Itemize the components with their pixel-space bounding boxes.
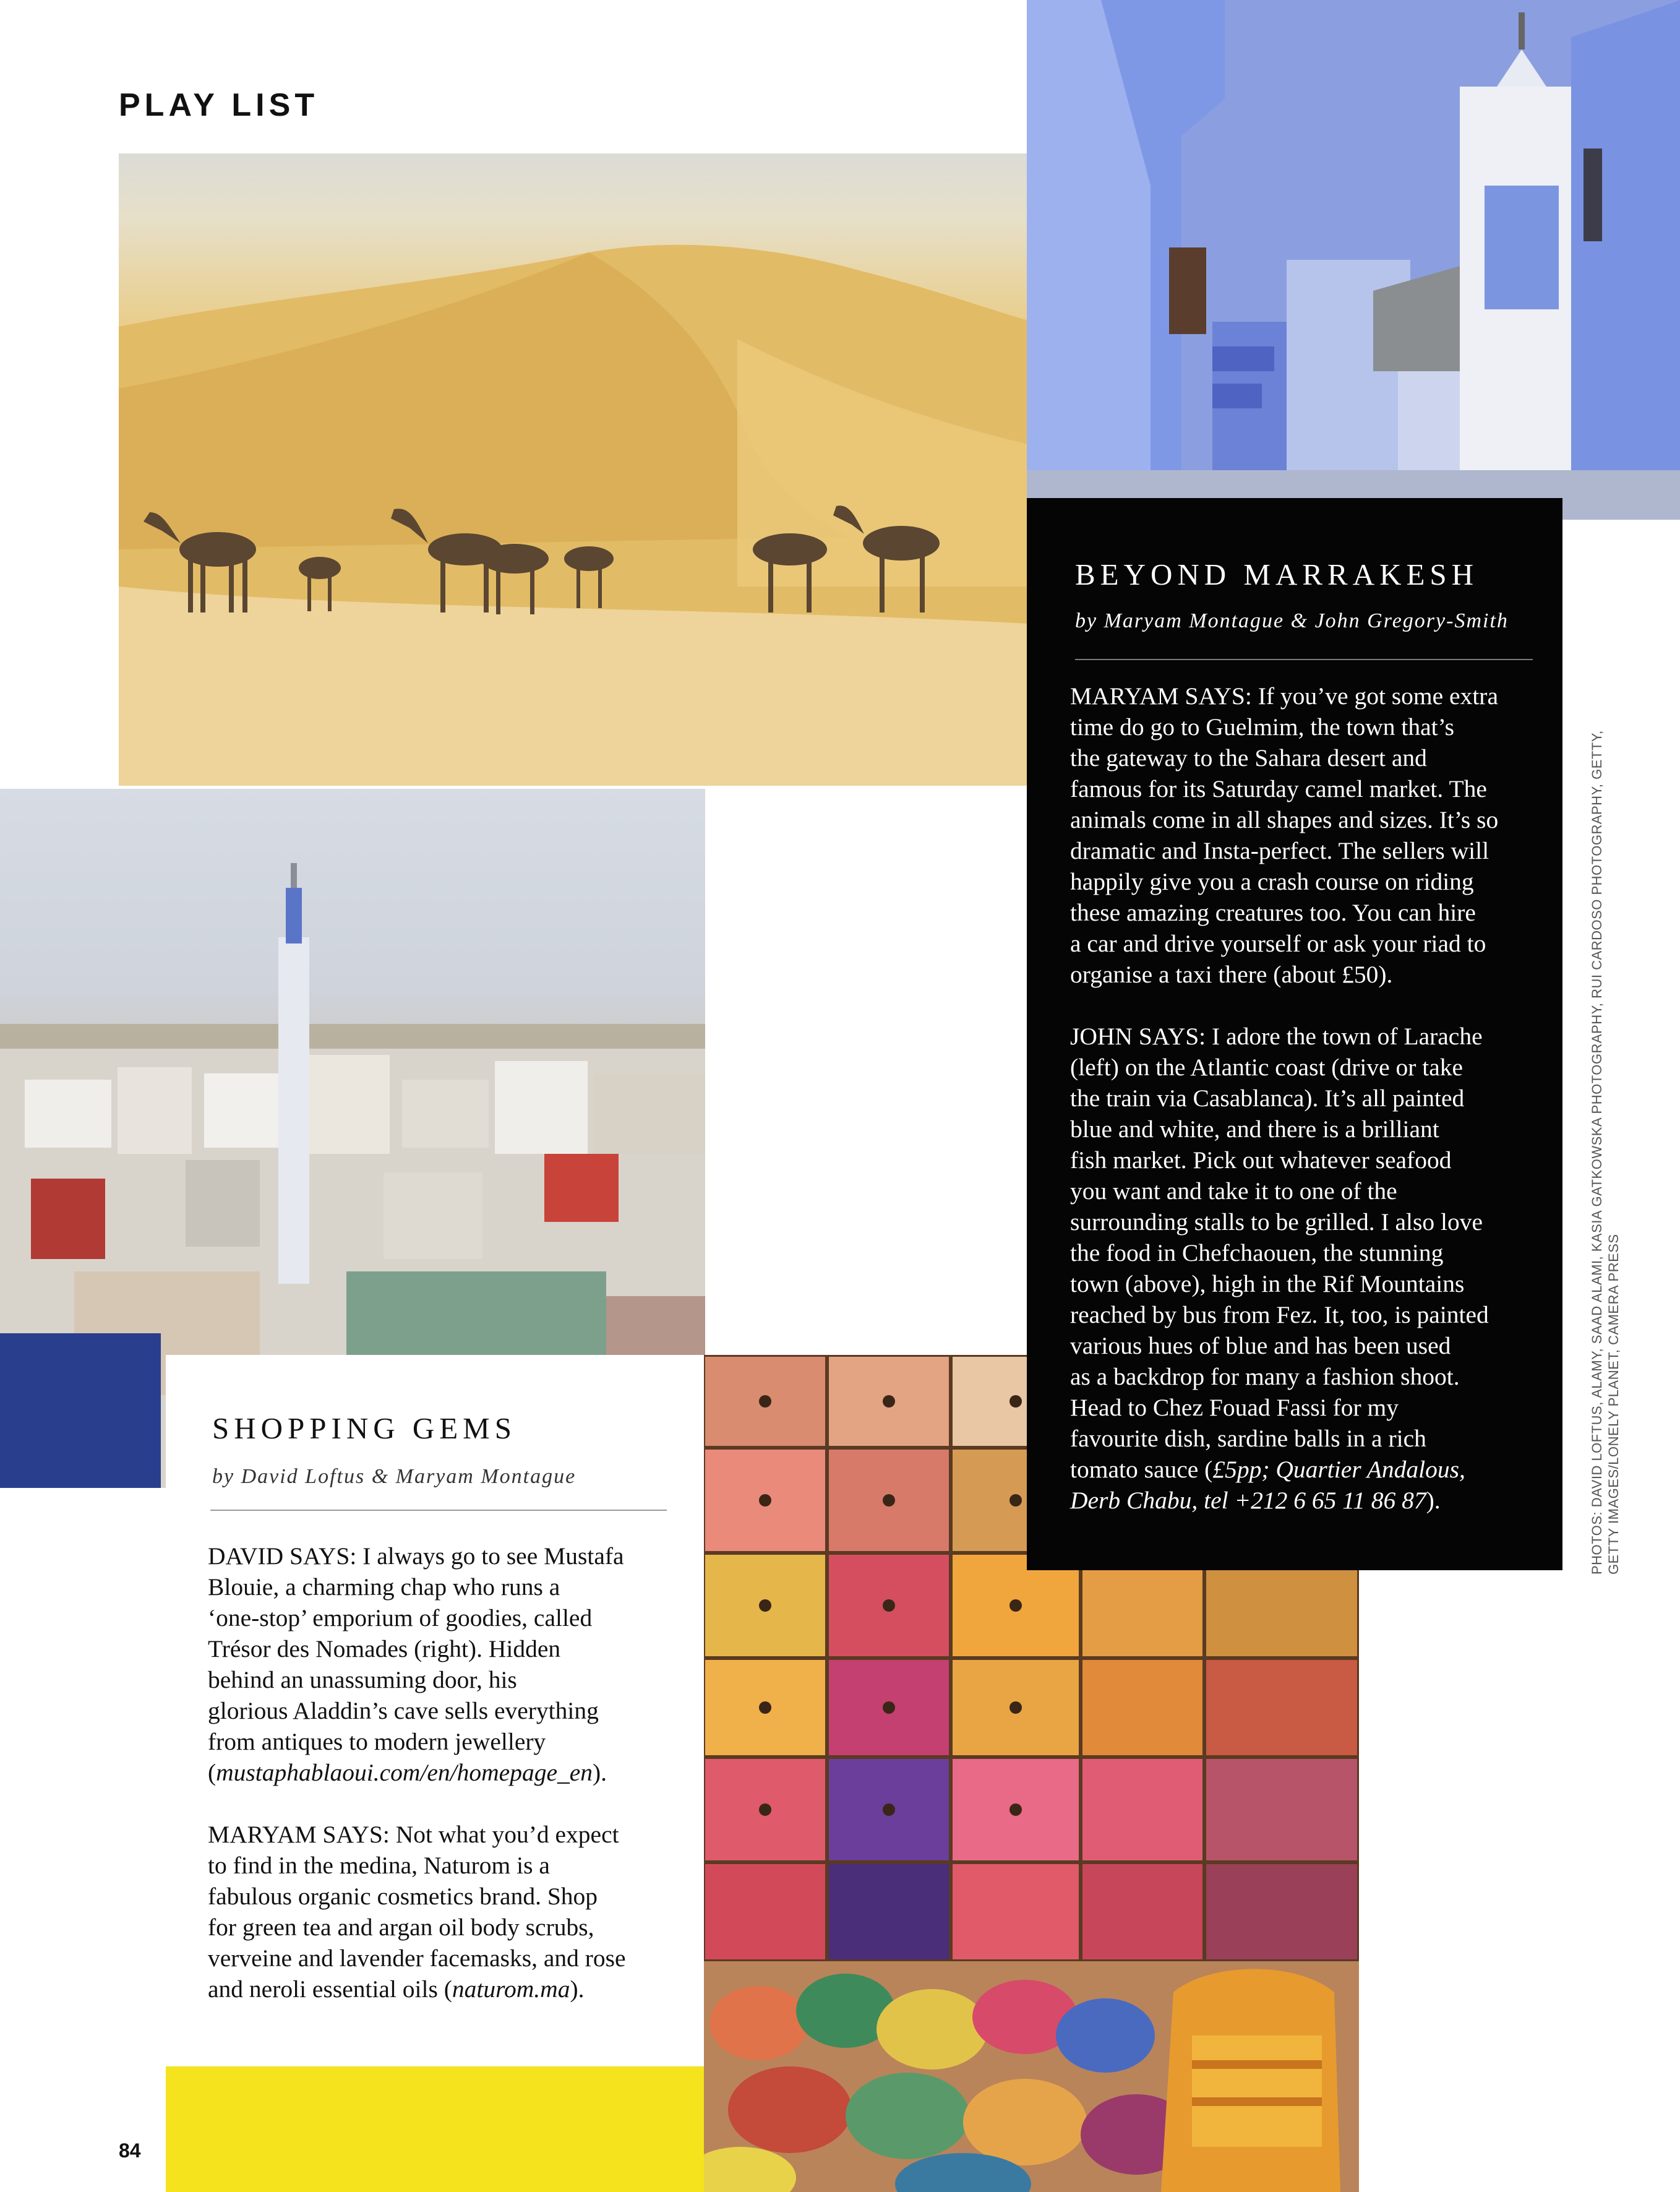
section-label: PLAY LIST [119,87,319,123]
body-line: as a backdrop for many a fashion shoot. [1070,1363,1460,1390]
body-line: the food in Chefchaouen, the stunning [1070,1239,1444,1266]
body-line: Blouie, a charming chap who runs a [208,1573,560,1601]
credits-line: PHOTOS: DAVID LOFTUS, ALAMY, SAAD ALAMI, KASIA GATKOWSKA PHOTOGRAPHY, RUI CARDOSO PHOTOGRAPHY, GETTY, [1589,730,1605,1575]
chefchaouen-blue-street-photo [1027,0,1680,520]
page-number: 84 [119,2139,141,2162]
body-line: to find in the medina, Naturom is a [208,1852,550,1879]
body-text: ). [593,1759,607,1786]
body-line: town (above), high in the Rif Mountains [1070,1270,1465,1297]
body-line: a car and drive yourself or ask your riad to [1070,930,1486,957]
body-line: time do go to Guelmim, the town that’s [1070,713,1454,741]
shopping-gems-body [208,1541,678,2005]
shopping-divider [210,1510,667,1511]
body-line: the train via Casablanca). It’s all painted [1070,1085,1465,1112]
credits-line: GETTY IMAGES/LONELY PLANET, CAMERA PRESS [1606,1234,1621,1575]
photo-credits [1588,696,1622,1575]
body-line: verveine and lavender facemasks, and rose [208,1945,626,1972]
beyond-marrakesh-title: BEYOND MARRAKESH [1075,557,1479,591]
beyond-divider [1075,659,1533,660]
body-line: MARYAM SAYS: Not what you’d expect [208,1821,619,1848]
body-line: famous for its Saturday camel market. The [1070,775,1487,802]
shopping-gems-box [166,1355,704,2066]
body-line: these amazing creatures too. You can hire [1070,899,1476,926]
beyond-marrakesh-box [1027,498,1562,1570]
body-line [208,1974,678,2005]
body-line: blue and white, and there is a brilliant [1070,1115,1439,1143]
body-line [1070,1485,1540,1516]
website-link[interactable]: mustaphablaoui.com/en/homepage_en [216,1759,593,1786]
body-text: and neroli essential oils ( [208,1975,452,2003]
body-text: ( [208,1759,216,1786]
body-text: ). [570,1975,585,2003]
body-line: (left) on the Atlantic coast (drive or take [1070,1054,1464,1081]
body-text: tomato sauce ( [1070,1456,1213,1483]
body-line: fabulous organic cosmetics brand. Shop [208,1883,598,1910]
shopping-gems-byline: by David Loftus & Maryam Montague [212,1465,576,1488]
body-text: ). [1426,1487,1441,1514]
body-line [1070,1454,1540,1485]
body-line [208,1757,678,1788]
body-line: glorious Aladdin’s cave sells everything [208,1697,599,1724]
venue-address: Derb Chabu, tel +212 6 65 11 86 87 [1070,1487,1426,1514]
body-line: Trésor des Nomades (right). Hidden [208,1635,561,1662]
yellow-accent-block [166,2066,704,2192]
body-line: the gateway to the Sahara desert and [1070,744,1427,771]
body-line: various hues of blue and has been used [1070,1332,1451,1359]
venue-details: £5pp; Quartier Andalous, [1212,1456,1465,1483]
body-line: JOHN SAYS: I adore the town of Larache [1070,1023,1483,1050]
body-line: happily give you a crash course on riding [1070,868,1474,895]
body-line: surrounding stalls to be grilled. I also love [1070,1208,1483,1236]
shopping-gems-title: SHOPPING GEMS [212,1411,517,1445]
body-line: DAVID SAYS: I always go to see Mustafa [208,1542,624,1570]
body-line: MARYAM SAYS: If you’ve got some extra [1070,682,1498,710]
body-line: fish market. Pick out whatever seafood [1070,1146,1452,1174]
body-line: you want and take it to one of the [1070,1177,1397,1205]
body-line: favourite dish, sardine balls in a rich [1070,1425,1426,1452]
paragraph-gap [208,1788,678,1819]
beyond-marrakesh-byline: by Maryam Montague & John Gregory-Smith [1075,609,1509,632]
desert-camels-photo [119,153,1028,786]
body-line: animals come in all shapes and sizes. It’s so [1070,806,1499,833]
body-line: organise a taxi there (about £50). [1070,961,1393,988]
beyond-marrakesh-body [1070,681,1540,1516]
body-line: dramatic and Insta-perfect. The sellers will [1070,837,1489,864]
body-line: behind an unassuming door, his [208,1666,517,1693]
body-line: for green tea and argan oil body scrubs, [208,1914,594,1941]
body-line: Head to Chez Fouad Fassi for my [1070,1394,1399,1421]
body-line: reached by bus from Fez. It, too, is painted [1070,1301,1489,1328]
paragraph-gap [1070,990,1540,1021]
body-line: ‘one-stop’ emporium of goodies, called [208,1604,593,1631]
body-line: from antiques to modern jewellery [208,1728,546,1755]
website-link[interactable]: naturom.ma [452,1975,570,2003]
